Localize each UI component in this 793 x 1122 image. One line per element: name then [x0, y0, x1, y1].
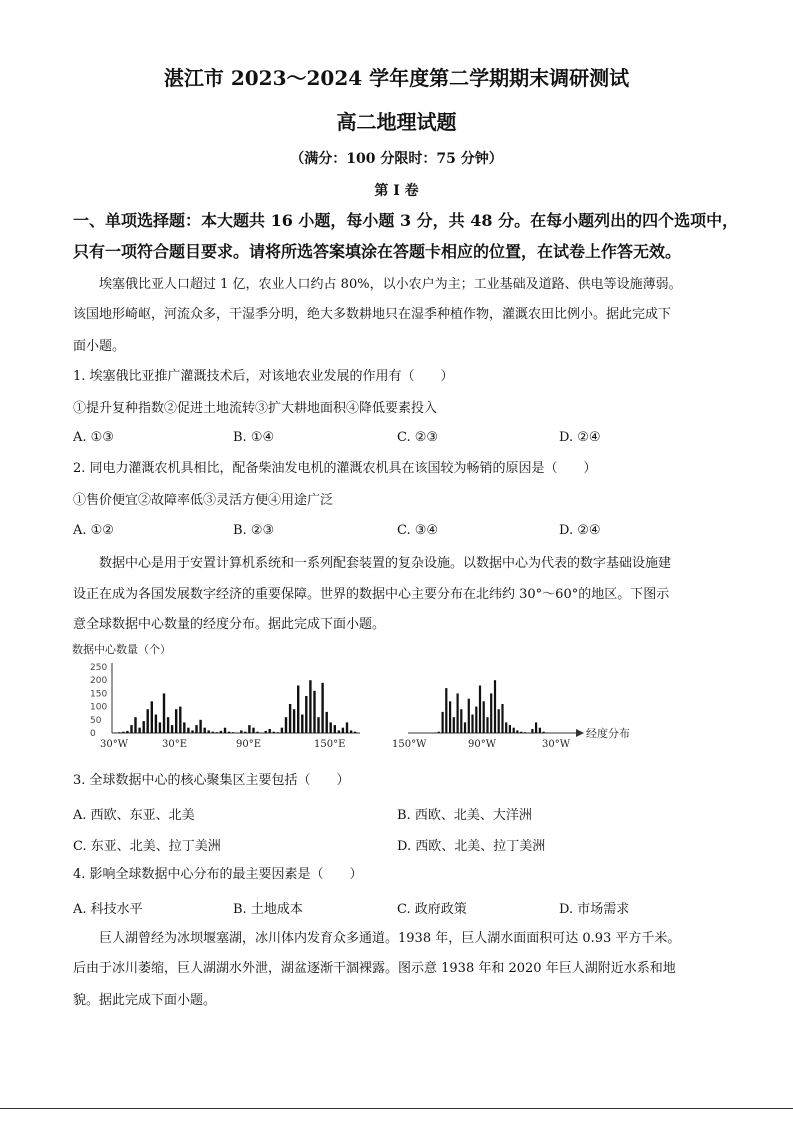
chart-bar	[342, 728, 344, 733]
chart-bar	[232, 732, 234, 733]
chart-bar	[248, 725, 250, 733]
chart-bar	[130, 725, 132, 733]
chart-bar	[471, 715, 473, 734]
passage1-line1: 埃塞俄比亚人口超过 1 亿，农业人口约占 80%，以小农户为主；工业基础及道路、供电等设施薄弱。	[99, 277, 682, 292]
q3-option-d[interactable]: D. 西欧、北美、拉丁美洲	[397, 839, 546, 854]
chart-bar	[171, 725, 173, 733]
q2-option-c[interactable]: C. ③④	[397, 523, 439, 538]
q1-option-a[interactable]: A. ①③	[73, 430, 114, 445]
chart-bar	[224, 728, 226, 733]
chart-bar	[501, 704, 503, 733]
score-time: （满分：100 分限时：75 分钟）	[290, 151, 503, 167]
chart-bar	[524, 732, 526, 733]
chart-x-tick-label: 90°E	[236, 739, 262, 750]
section-instructions-1: 一、单项选择题：本大题共 16 小题，每小题 3 分，共 48 分。在每小题列出的四个选项中，	[73, 211, 739, 230]
chart-bar	[330, 722, 332, 733]
chart-bar	[277, 732, 279, 733]
chart-bar	[346, 722, 348, 733]
chart-bar	[483, 701, 485, 733]
q1-option-c[interactable]: C. ②③	[397, 430, 439, 445]
chart-bar	[539, 728, 541, 733]
q1-stem: 1. 埃塞俄比亚推广灌溉技术后，对该地农业发展的作用有（ ）	[73, 369, 454, 384]
chart-bar	[305, 696, 307, 733]
chart-bar	[175, 709, 177, 733]
chart-bar	[513, 728, 515, 733]
q4-option-b[interactable]: B. 土地成本	[233, 902, 303, 917]
q2-option-b[interactable]: B. ②③	[233, 523, 275, 538]
page-bottom-rule	[0, 1108, 793, 1109]
chart-bar	[438, 732, 440, 733]
passage1-line3: 面小题。	[73, 339, 126, 354]
q3-option-a[interactable]: A. 西欧、东亚、北美	[73, 808, 195, 823]
exam-subtitle: 高二地理试题	[336, 110, 457, 134]
chart-bar	[453, 717, 455, 733]
chart-bar	[326, 712, 328, 733]
chart-bar	[468, 699, 470, 733]
chart-bar	[281, 728, 283, 733]
chart-bar	[449, 701, 451, 733]
chart-bar	[546, 733, 548, 734]
q4-stem: 4. 影响全球数据中心分布的最主要因素是（ ）	[73, 867, 363, 882]
chart-bar	[191, 730, 193, 733]
chart-y-tick-label: 50	[90, 715, 102, 726]
chart-bar	[309, 680, 311, 733]
chart-bar	[354, 732, 356, 733]
chart-bar	[260, 733, 262, 734]
passage2-line2: 设正在成为各国发展数字经济的重要保障。世界的数据中心主要分布在北纬约 30°～60°的地区。下图示	[73, 587, 670, 602]
q3-option-c[interactable]: C. 东亚、北美、拉丁美洲	[73, 839, 221, 854]
chart-x-arrow-icon	[576, 729, 584, 737]
chart-bar	[293, 709, 295, 733]
q2-stem: 2. 同电力灌溉农机具相比，配备柴油发电机的灌溉农机具在该国较为畅销的原因是（ ）	[73, 461, 597, 476]
q1-option-b[interactable]: B. ①④	[233, 430, 275, 445]
chart-bar	[244, 732, 246, 733]
chart-bar	[167, 717, 169, 733]
chart-bar	[494, 680, 496, 733]
chart-y-tick-label: 0	[90, 729, 96, 739]
chart-bar	[486, 717, 488, 733]
passage3-line1: 巨人湖曾经为冰坝堰塞湖，冰川体内发育众多通道。1938 年，巨人湖水面面积可达 0.93 平方千米。	[99, 931, 681, 946]
chart-bar	[334, 725, 336, 733]
chart-bar	[179, 707, 181, 733]
chart-bar	[350, 730, 352, 733]
passage2-line1: 数据中心是用于安置计算机系统和一系列配套装置的复杂设施。以数据中心为代表的数字基础设施建	[99, 556, 672, 571]
chart-bar	[321, 683, 323, 733]
chart-bar	[138, 728, 140, 733]
chart-bar	[445, 688, 447, 733]
chart-bar	[269, 729, 271, 733]
chart-bar	[505, 722, 507, 733]
chart-bar	[535, 722, 537, 733]
chart-x-tick-label: 150°E	[314, 739, 346, 750]
chart-bar	[187, 728, 189, 733]
chart-bar	[204, 728, 206, 733]
chart-bar	[285, 717, 287, 733]
chart-bar	[289, 704, 291, 733]
q4-option-c[interactable]: C. 政府政策	[397, 902, 467, 917]
chart-bar	[195, 725, 197, 733]
chart-bar	[479, 686, 481, 734]
chart-bar	[134, 717, 136, 733]
chart-bar	[265, 731, 267, 733]
volume-label: 第 I 卷	[374, 183, 419, 199]
chart-bar	[460, 709, 462, 733]
q2-items: ①售价便宜②故障率低③灵活方便④用途广泛	[73, 493, 334, 508]
chart-bar	[199, 720, 201, 733]
chart-y-axis-label: 数据中心数量（个）	[72, 643, 171, 656]
chart-bar	[236, 733, 238, 734]
q3-stem: 3. 全球数据中心的核心聚集区主要包括（ ）	[73, 773, 350, 788]
chart-bar	[490, 693, 492, 733]
chart-bar	[457, 693, 459, 733]
section-instructions-2: 只有一项符合题目要求。请将所选答案填涂在答题卡相应的位置，在试卷上作答无效。	[73, 242, 682, 261]
chart-bar	[543, 732, 545, 733]
chart-bar	[147, 709, 149, 733]
chart-bar	[509, 725, 511, 733]
chart-bar	[317, 717, 319, 733]
chart-bar	[240, 730, 242, 733]
q2-option-a[interactable]: A. ①②	[73, 523, 114, 538]
chart-bar	[464, 722, 466, 733]
chart-bar	[208, 730, 210, 733]
passage3-line2: 后由于冰川萎缩，巨人湖湖水外泄，湖盆逐渐干涸裸露。图示意 1938 年和 2020 年巨人湖附近水系和地	[73, 961, 676, 976]
chart-bar	[252, 728, 254, 733]
chart-bar	[155, 715, 157, 734]
chart-x-tick-label: 90°W	[468, 739, 497, 750]
chart-bar	[163, 693, 165, 733]
passage3-line3: 貌。据此完成下面小题。	[73, 993, 217, 1008]
q1-option-d[interactable]: D. ②④	[559, 430, 601, 445]
chart-x-axis-label: 经度分布	[586, 727, 630, 740]
chart-x-tick-label: 30°W	[542, 739, 571, 750]
q4-option-d[interactable]: D. 市场需求	[559, 902, 630, 917]
chart-y-tick-label: 150	[90, 689, 108, 700]
q2-option-d[interactable]: D. ②④	[559, 523, 601, 538]
chart-x-tick-label: 30°W	[100, 739, 129, 750]
chart-bar	[313, 691, 315, 733]
chart-bar	[216, 732, 218, 733]
chart-bar	[220, 731, 222, 733]
chart-y-tick-label: 250	[90, 663, 108, 673]
passage2-line3: 意全球数据中心数量的经度分布。据此完成下面小题。	[73, 617, 386, 632]
chart-bar	[143, 721, 145, 733]
chart-bar	[183, 722, 185, 733]
passage1-line2: 该国地形崎岖，河流众多，干湿季分明，绝大多数耕地只在湿季种植作物，灌溉农田比例小。据此完成下	[73, 307, 672, 322]
chart-y-tick-label: 100	[90, 702, 108, 713]
chart-bar	[159, 722, 161, 733]
chart-bar	[228, 732, 230, 733]
chart-bar	[475, 707, 477, 733]
chart-y-tick-label: 200	[90, 676, 108, 687]
chart-bar	[212, 732, 214, 733]
exam-title: 湛江市 2023～2024 学年度第二学期期末调研测试	[163, 66, 630, 90]
chart-x-tick-label: 150°W	[392, 739, 427, 750]
chart-bar	[498, 709, 500, 733]
chart-bar	[516, 730, 518, 733]
chart-bar	[528, 733, 530, 734]
chart-bar	[256, 732, 258, 733]
chart-bar	[114, 733, 116, 734]
q3-option-b[interactable]: B. 西欧、北美、大洋洲	[397, 808, 532, 823]
chart-bar	[531, 729, 533, 733]
datacenter-longitude-chart	[70, 643, 630, 755]
chart-bar	[122, 732, 124, 733]
chart-bar	[301, 715, 303, 734]
chart-bar	[118, 732, 120, 733]
chart-bar	[442, 712, 444, 733]
q1-items: ①提升复种指数②促进土地流转③扩大耕地面积④降低要素投入	[73, 401, 438, 416]
chart-bar	[151, 701, 153, 733]
chart-bar	[126, 731, 128, 733]
q4-option-a[interactable]: A. 科技水平	[73, 902, 143, 917]
chart-bar	[338, 730, 340, 733]
chart-bar	[297, 686, 299, 734]
chart-bar	[273, 732, 275, 733]
chart-x-tick-label: 30°E	[162, 739, 188, 750]
chart-bar	[520, 732, 522, 733]
chart-bar	[434, 733, 436, 734]
